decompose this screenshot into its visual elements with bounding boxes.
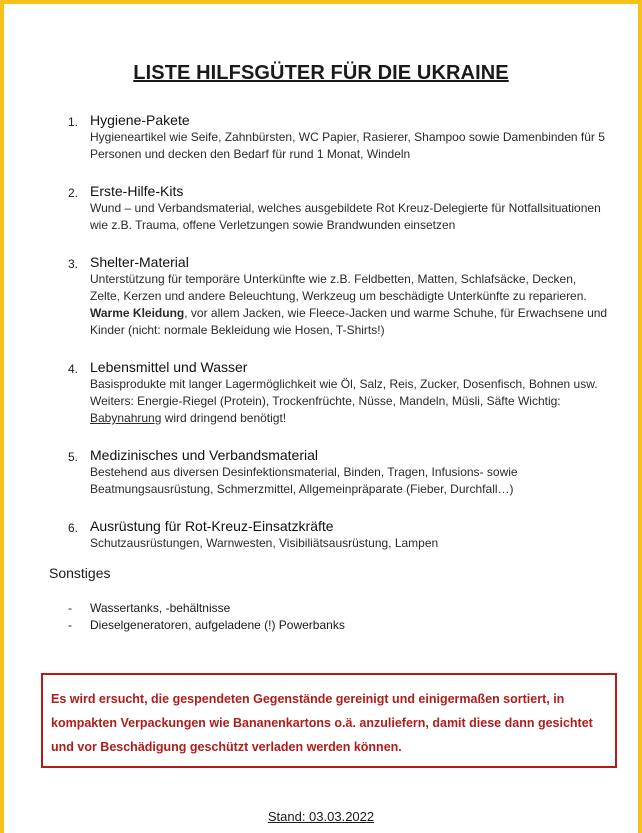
list-item <box>68 447 608 498</box>
list-item <box>68 112 608 163</box>
item-title: Medizinisches und Verbandsmaterial <box>90 447 319 463</box>
list-item <box>68 600 345 617</box>
item-body <box>90 254 608 339</box>
item-title: Erste-Hilfe-Kits <box>90 183 184 199</box>
stand-date: Stand: 03.03.2022 <box>267 809 375 824</box>
item-title: Lebensmittel und Wasser <box>90 359 248 375</box>
item-description-text: Basisprodukte mit langer Lagermöglichkeit wie Öl, Salz, Reis, Zucker, Dosenfisch, Bohnen usw. Weiters: Energie-Riegel (Protein), Trockenfrüchte, Nüsse, Mandeln, Müsli, Säfte Wichtig: <box>90 377 598 408</box>
item-body <box>90 359 608 427</box>
sonstiges-list <box>68 600 345 634</box>
list-item <box>68 617 345 634</box>
document-title: LISTE HILFSGÜTER FÜR DIE UKRAINE <box>133 62 509 84</box>
dash-bullet: - <box>68 601 72 615</box>
sonstiges-heading: Sonstiges <box>49 565 111 581</box>
dash-bullet: - <box>68 618 72 632</box>
item-number: 6. <box>68 521 79 535</box>
item-body <box>90 112 608 163</box>
item-description-bold: Warme Kleidung <box>90 306 185 320</box>
list-item <box>68 518 608 552</box>
item-description <box>90 271 608 339</box>
item-number: 2. <box>68 186 79 200</box>
item-description-text: Unterstützung für temporäre Unterkünfte wie z.B. Feldbetten, Matten, Schlafsäcke, Decken, Zelte, Kerzen und andere Beleuchtung, Werkzeug um beschädigte Unterkünfte zu reparieren. <box>90 272 587 303</box>
item-body <box>90 183 608 234</box>
item-description: Hygieneartikel wie Seife, Zahnbürsten, WC Papier, Rasierer, Shampoo sowie Damenbinden für 5 Personen und decken den Bedarf für rund 1 Monat, Windeln <box>90 130 605 161</box>
list-item <box>68 359 608 427</box>
item-title: Hygiene-Pakete <box>90 112 190 128</box>
item-body <box>90 447 608 498</box>
sonstiges-item-text: Wassertanks, -behältnisse <box>90 601 231 615</box>
item-number: 4. <box>68 362 79 376</box>
item-description: Wund – und Verbandsmaterial, welches ausgebildete Rot Kreuz-Delegierte für Notfallsituationen wie z.B. Trauma, offene Verletzungen sowie Brandwunden einsetzen <box>90 201 601 232</box>
item-description: Schutzausrüstungen, Warnwesten, Visibiliätsausrüstung, Lampen <box>90 536 439 550</box>
sonstiges-item-text: Dieselgeneratoren, aufgeladene (!) Powerbanks <box>90 618 345 632</box>
item-description <box>90 376 608 427</box>
list-item <box>68 183 608 234</box>
item-number: 5. <box>68 450 79 464</box>
aid-items-list <box>68 112 608 572</box>
item-title: Shelter-Material <box>90 254 189 270</box>
item-number: 3. <box>68 257 79 271</box>
item-description-text: wird dringend benötigt! <box>161 411 287 425</box>
item-number: 1. <box>68 115 79 129</box>
item-title: Ausrüstung für Rot-Kreuz-Einsatzkräfte <box>90 518 334 534</box>
item-body <box>90 518 608 552</box>
list-item <box>68 254 608 339</box>
item-description: Bestehend aus diversen Desinfektionsmaterial, Binden, Tragen, Infusions- sowie Beatmungsausrüstung, Schmerzmittel, Allgemeinpräparate (Fieber, Durchfall…) <box>90 465 518 496</box>
notice-text: Es wird ersucht, die gespendeten Gegenstände gereinigt und einigermaßen sortiert, in kompakten Verpackungen wie Bananenkartons o.ä. anzuliefern, damit diese dann gesichtet und vor Beschädigung geschützt verladen werden können. <box>51 692 593 754</box>
item-description-text: , vor allem Jacken, wie Fleece-Jacken und warme Schuhe, für Erwachsene und Kinder (nicht: normale Bekleidung wie Hosen, T-Shirts!) <box>90 306 608 337</box>
notice-box <box>41 673 617 768</box>
item-description-underlined: Babynahrung <box>90 411 162 425</box>
